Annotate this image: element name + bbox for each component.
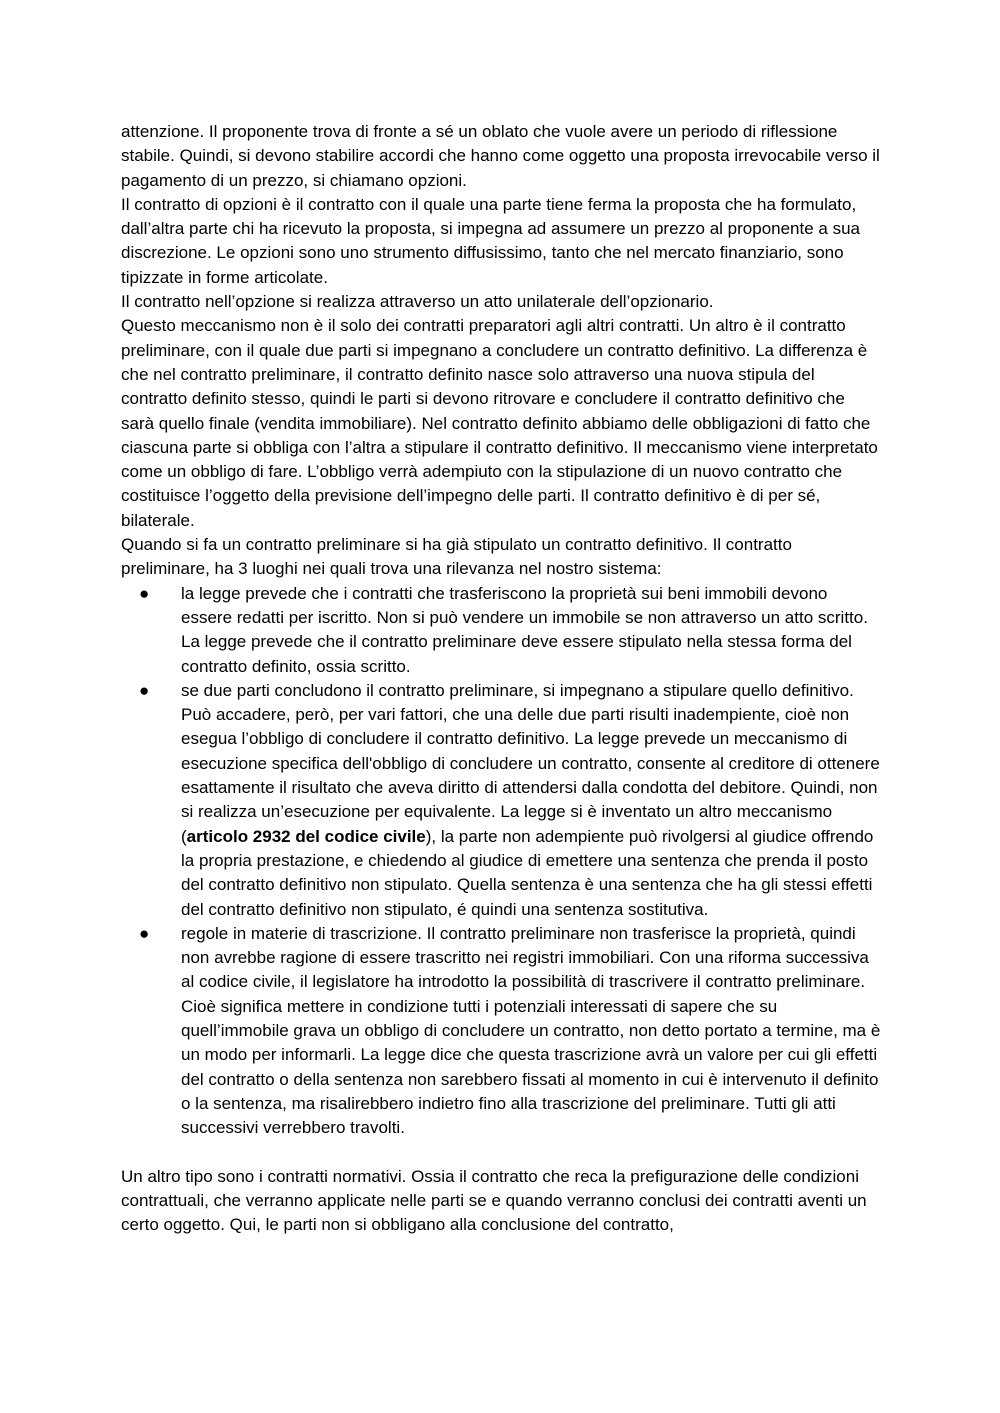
paragraph-spacer [121,1140,881,1164]
document-page [121,120,881,1238]
paragraph-atto-unilaterale: Il contratto nell’opzione si realizza attraverso un atto unilaterale dell’opzionario. [121,292,714,312]
list-item [139,679,881,922]
bullet-icon: ● [139,680,150,700]
bold-reference-article: articolo 2932 del codice civile [186,826,426,846]
list-item-text: ), la parte non adempiente può rivolgersi al giudice offrendo la propria prestazione, e chiedendo al giudice di emettere una sentenza che prenda il posto del contratto definitivo non stipulato. Quella sentenza è una sentenza che ha gli stessi effetti del contratto definitivo non stipulato, é quindi una sentenza sostitutiva. [181,826,874,919]
paragraph-luoghi-rilevanza: Quando si fa un contratto preliminare si ha già stipulato un contratto definitivo. Il contratto preliminare, ha 3 luoghi nei quali trova una rilevanza nel nostro sistema: [121,535,792,579]
list-item [139,582,881,679]
list-item-text: regole in materie di trascrizione. Il contratto preliminare non trasferisce la proprietà, quindi non avrebbe ragione di essere trascritto nei registri immobiliari. Con una riforma successiva al codice civile, il legislatore ha introdotto la possibilità di trascrivere il contratto preliminare. Cioè significa mettere in condizione tutti i potenziali interessati di sapere che su quell’immobile grava un obbligo di concludere un contratto, non detto portato a termine, ma è un modo per informarli. La legge dice che questa trascrizione avrà un valore per cui gli effetti del contratto o della sentenza non sarebbero fissati al momento in cui è intervenuto il definito o la sentenza, ma risalirebbero indietro fino alla trascrizione del preliminare. Tutti gli atti successivi verrebbero travolti. [181,923,881,1138]
paragraph-contratti-normativi: Un altro tipo sono i contratti normativi. Ossia il contratto che reca la prefigurazione delle condizioni contrattuali, che verranno applicate nelle parti se e quando verranno conclusi dei contratti aventi un certo oggetto. Qui, le parti non si obbligano alla conclusione del contratto, [121,1166,867,1235]
list-item-text: se due parti concludono il contratto preliminare, si impegnano a stipulare quello definitivo. Può accadere, però, per vari fattori, che una delle due parti risulti inadempiente, cioè non esegua l’obbligo di concludere il contratto definitivo. La legge prevede un meccanismo di esecuzione specifica dell'obbligo di concludere un contratto, consente al creditore di ottenere esattamente il risultato che aveva diritto di attendersi dalla condotta del debitore. Quindi, non si realizza un’esecuzione per equivalente. La legge si è inventato un altro meccanismo ( [181,680,880,846]
paragraph-contratto-preliminare: Questo meccanismo non è il solo dei contratti preparatori agli altri contratti. Un altro è il contratto preliminare, con il quale due parti si impegnano a concludere un contratto definitivo. La differenza è che nel contratto preliminare, il contratto definito nasce solo attraverso una nuova stipula del contratto definito stesso, quindi le parti si devono ritrovare e concludere il contratto definitivo che sarà quello finale (vendita immobiliare). Nel contratto definito abbiamo delle obbligazioni di fatto che ciascuna parte si obbliga con l’altra a stipulare il contratto definitivo. Il meccanismo viene interpretato come un obbligo di fare. L’obbligo verrà adempiuto con la stipulazione di un nuovo contratto che costituisce l’oggetto della previsione dell’impegno delle parti. Il contratto definitivo è di per sé, bilaterale. [121,316,878,530]
bullet-list [121,582,881,1141]
list-item-text: la legge prevede che i contratti che trasferiscono la proprietà sui beni immobili devono essere redatti per iscritto. Non si può vendere un immobile se non attraverso un atto scritto. La legge prevede che il contratto preliminare deve essere stipulato nella stessa forma del contratto definito, ossia scritto. [181,583,868,676]
paragraph-opzioni-intro: attenzione. Il proponente trova di fronte a sé un oblato che vuole avere un periodo di riflessione stabile. Quindi, si devono stabilire accordi che hanno come oggetto una proposta irrevocabile verso il pagamento di un prezzo, si chiamano opzioni. [121,122,880,190]
paragraph-contratto-opzioni: Il contratto di opzioni è il contratto con il quale una parte tiene ferma la proposta che ha formulato, dall’altra parte chi ha ricevuto la proposta, si impegna ad assumere un prezzo al proponente a sua discrezione. Le opzioni sono uno strumento diffusissimo, tanto che nel mercato finanziario, sono tipizzate in forme articolate. [121,194,860,287]
list-item [139,922,881,1141]
bullet-icon: ● [139,923,150,943]
bullet-icon: ● [139,583,150,603]
